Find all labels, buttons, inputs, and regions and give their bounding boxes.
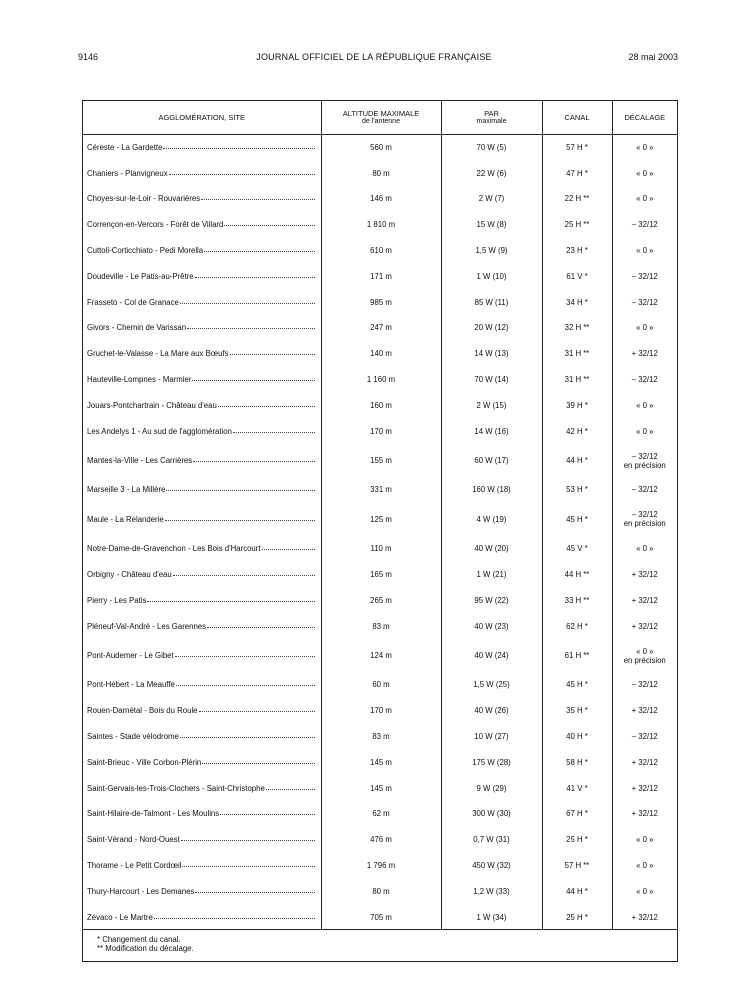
- cell-site: Chaniers - Planvigneux: [83, 160, 321, 186]
- journal-title: JOURNAL OFFICIEL DE LA RÉPUBLIQUE FRANÇAISE: [256, 52, 492, 62]
- cell-canal: 33 H **: [542, 587, 612, 613]
- cell-site: Corrençon-en-Vercors - Forêt de Villard: [83, 212, 321, 238]
- cell-site: Zévaco - Le Martre: [83, 904, 321, 930]
- decalage-note: en précision: [623, 460, 666, 470]
- cell-site: Saint-Brieuc - Ville Corbon-Plérin: [83, 749, 321, 775]
- cell-par: 300 W (30): [441, 801, 542, 827]
- cell-altitude: 171 m: [321, 263, 441, 289]
- cell-par: 1 W (10): [441, 263, 542, 289]
- cell-altitude: 110 m: [321, 536, 441, 562]
- footnotes: [97, 935, 194, 953]
- cell-altitude: 1 810 m: [321, 212, 441, 238]
- footnote-single: * Changement du canal.: [97, 935, 181, 944]
- cell-altitude: 160 m: [321, 392, 441, 418]
- cell-par: 15 W (8): [441, 212, 542, 238]
- cell-par: 95 W (22): [441, 587, 542, 613]
- col-header-par: PAR maximale: [441, 101, 542, 135]
- page-number: 9146: [78, 52, 99, 62]
- page-header: [0, 52, 748, 66]
- cell-site: Mantes-la-Ville - Les Carrières: [83, 444, 321, 477]
- cell-site: Saint-Hilaire-de-Talmont - Les Moulins: [83, 801, 321, 827]
- table-row: [83, 904, 677, 930]
- cell-altitude: 985 m: [321, 289, 441, 315]
- cell-decalage: + 32/12: [631, 621, 658, 631]
- cell-par: 1 W (34): [441, 904, 542, 930]
- cell-canal: 67 H *: [542, 801, 612, 827]
- cell-site: Céreste - La Gardette: [83, 135, 321, 161]
- cell-canal: 40 H *: [542, 724, 612, 750]
- cell-decalage: « 0 »: [636, 426, 654, 436]
- cell-decalage: – 32/12: [631, 271, 658, 281]
- table-row: [83, 749, 677, 775]
- cell-par: 70 W (14): [441, 367, 542, 393]
- cell-canal: 31 H **: [542, 341, 612, 367]
- frequency-table: [83, 101, 677, 930]
- cell-par: 4 W (19): [441, 503, 542, 536]
- table-row: [83, 878, 677, 904]
- cell-par: 10 W (27): [441, 724, 542, 750]
- cell-decalage: « 0 »: [636, 835, 654, 845]
- footnote-separator: [83, 929, 677, 930]
- cell-canal: 25 H **: [542, 212, 612, 238]
- cell-altitude: 83 m: [321, 613, 441, 639]
- cell-site: Gruchet-le-Valasse - La Mare aux Bœufs: [83, 341, 321, 367]
- col-header-canal: CANAL: [542, 101, 612, 135]
- cell-altitude: 476 m: [321, 827, 441, 853]
- cell-altitude: 705 m: [321, 904, 441, 930]
- cell-altitude: 1 160 m: [321, 367, 441, 393]
- cell-site: Maule - La Relanderie: [83, 503, 321, 536]
- table-row: [83, 477, 677, 503]
- cell-site: Rouen-Darnétal - Bois du Roule: [83, 698, 321, 724]
- cell-canal: 45 H *: [542, 503, 612, 536]
- table-row: [83, 238, 677, 264]
- cell-altitude: 145 m: [321, 775, 441, 801]
- cell-decalage: « 0 »: [636, 886, 654, 896]
- cell-altitude: 60 m: [321, 672, 441, 698]
- cell-altitude: 80 m: [321, 160, 441, 186]
- footnote-double: ** Modification du décalage.: [97, 944, 194, 953]
- cell-par: 1,2 W (33): [441, 878, 542, 904]
- table-row: [83, 135, 677, 161]
- cell-altitude: 146 m: [321, 186, 441, 212]
- cell-decalage: – 32/12: [631, 732, 658, 742]
- table-row: [83, 212, 677, 238]
- table-row: [83, 853, 677, 879]
- cell-canal: 45 V *: [542, 536, 612, 562]
- cell-par: 450 W (32): [441, 853, 542, 879]
- cell-altitude: 80 m: [321, 878, 441, 904]
- cell-decalage: « 0 »: [636, 400, 654, 410]
- cell-site: Frasseto - Col de Granace: [83, 289, 321, 315]
- cell-par: 40 W (23): [441, 613, 542, 639]
- cell-altitude: 165 m: [321, 562, 441, 588]
- cell-canal: 32 H **: [542, 315, 612, 341]
- table-row: [83, 503, 677, 536]
- cell-decalage: « 0 »: [636, 246, 654, 256]
- cell-canal: 22 H **: [542, 186, 612, 212]
- cell-par: 40 W (24): [441, 639, 542, 672]
- cell-canal: 25 H *: [542, 827, 612, 853]
- cell-par: 40 W (26): [441, 698, 542, 724]
- cell-par: 85 W (11): [441, 289, 542, 315]
- table-row: [83, 186, 677, 212]
- cell-canal: 62 H *: [542, 613, 612, 639]
- table-row: [83, 562, 677, 588]
- cell-decalage: « 0 »: [636, 861, 654, 871]
- cell-par: 14 W (16): [441, 418, 542, 444]
- table-row: [83, 160, 677, 186]
- table-row: [83, 827, 677, 853]
- col-header-altitude: ALTITUDE MAXIMALE de l'antenne: [321, 101, 441, 135]
- cell-site: Doudeville - Le Patis-au-Prêtre: [83, 263, 321, 289]
- cell-canal: 45 H *: [542, 672, 612, 698]
- cell-site: Thury-Harcourt - Les Demanes: [83, 878, 321, 904]
- table-row: [83, 775, 677, 801]
- cell-decalage: + 32/12: [631, 570, 658, 580]
- table-row: [83, 341, 677, 367]
- cell-canal: 25 H *: [542, 904, 612, 930]
- cell-decalage: – 32/12 en précision: [612, 503, 677, 536]
- cell-canal: 41 V *: [542, 775, 612, 801]
- cell-canal: 23 H *: [542, 238, 612, 264]
- cell-altitude: 170 m: [321, 698, 441, 724]
- cell-site: Pierry - Les Patis: [83, 587, 321, 613]
- cell-par: 20 W (12): [441, 315, 542, 341]
- cell-par: 40 W (20): [441, 536, 542, 562]
- cell-site: Hauteville-Lompnes - Marmier: [83, 367, 321, 393]
- cell-altitude: 1 796 m: [321, 853, 441, 879]
- cell-par: 1,5 W (25): [441, 672, 542, 698]
- cell-canal: 57 H **: [542, 853, 612, 879]
- cell-decalage: + 32/12: [631, 912, 658, 922]
- cell-decalage: – 32/12: [631, 375, 658, 385]
- cell-canal: 39 H *: [542, 392, 612, 418]
- table-row: [83, 392, 677, 418]
- cell-altitude: 125 m: [321, 503, 441, 536]
- cell-decalage: – 32/12: [631, 485, 658, 495]
- cell-site: Pont-Hébert - La Meauffe: [83, 672, 321, 698]
- cell-decalage: – 32/12: [631, 297, 658, 307]
- cell-canal: 61 V *: [542, 263, 612, 289]
- cell-canal: 58 H *: [542, 749, 612, 775]
- col-header-decalage: DÉCALAGE: [612, 101, 677, 135]
- cell-site: Jouars-Pontchartrain - Château d'eau: [83, 392, 321, 418]
- table-row: [83, 639, 677, 672]
- table-row: [83, 724, 677, 750]
- cell-altitude: 145 m: [321, 749, 441, 775]
- cell-site: Saintes - Stade vélodrome: [83, 724, 321, 750]
- table-row: [83, 263, 677, 289]
- cell-site: Givors - Chemin de Varissan: [83, 315, 321, 341]
- table-row: [83, 367, 677, 393]
- cell-site: Cuttoli-Corticchiato - Pedi Morella: [83, 238, 321, 264]
- cell-canal: 44 H *: [542, 444, 612, 477]
- cell-par: 0,7 W (31): [441, 827, 542, 853]
- cell-site: Saint-Vérand - Nord-Ouest: [83, 827, 321, 853]
- table-row: [83, 315, 677, 341]
- cell-canal: 35 H *: [542, 698, 612, 724]
- cell-decalage: « 0 »: [636, 544, 654, 554]
- cell-site: Notre-Dame-de-Gravenchon - Les Bois d'Harcourt: [83, 536, 321, 562]
- cell-par: 2 W (7): [441, 186, 542, 212]
- cell-site: Orbigny - Château d'eau: [83, 562, 321, 588]
- cell-decalage: + 32/12: [631, 595, 658, 605]
- cell-decalage: + 32/12: [631, 349, 658, 359]
- table-body: [83, 135, 677, 931]
- cell-canal: 44 H *: [542, 878, 612, 904]
- cell-altitude: 247 m: [321, 315, 441, 341]
- publication-date: 28 mai 2003: [628, 52, 678, 62]
- cell-par: 2 W (15): [441, 392, 542, 418]
- table-row: [83, 672, 677, 698]
- cell-altitude: 62 m: [321, 801, 441, 827]
- table-row: [83, 418, 677, 444]
- cell-canal: 42 H *: [542, 418, 612, 444]
- cell-altitude: 331 m: [321, 477, 441, 503]
- cell-site: Choyes-sur-le-Loir - Rouvarières: [83, 186, 321, 212]
- table-row: [83, 698, 677, 724]
- table-row: [83, 587, 677, 613]
- cell-decalage: + 32/12: [631, 783, 658, 793]
- cell-site: Marseille 3 - La Millère: [83, 477, 321, 503]
- cell-decalage: « 0 »: [636, 323, 654, 333]
- cell-canal: 47 H *: [542, 160, 612, 186]
- cell-canal: 34 H *: [542, 289, 612, 315]
- frequency-table-frame: [82, 100, 678, 962]
- cell-par: 22 W (6): [441, 160, 542, 186]
- cell-decalage: + 32/12: [631, 757, 658, 767]
- cell-decalage: « 0 » en précision: [612, 639, 677, 672]
- cell-par: 1,5 W (9): [441, 238, 542, 264]
- cell-par: 160 W (18): [441, 477, 542, 503]
- cell-par: 70 W (5): [441, 135, 542, 161]
- cell-site: Pont-Audemer - Le Gibet: [83, 639, 321, 672]
- cell-altitude: 265 m: [321, 587, 441, 613]
- table-row: [83, 613, 677, 639]
- cell-decalage: « 0 »: [636, 143, 654, 153]
- cell-decalage: – 32/12 en précision: [612, 444, 677, 477]
- cell-site: Thorame - Le Petit Cordœil: [83, 853, 321, 879]
- cell-decalage: « 0 »: [636, 194, 654, 204]
- table-row: [83, 444, 677, 477]
- cell-par: 1 W (21): [441, 562, 542, 588]
- table-row: [83, 289, 677, 315]
- cell-par: 9 W (29): [441, 775, 542, 801]
- cell-altitude: 140 m: [321, 341, 441, 367]
- cell-canal: 31 H **: [542, 367, 612, 393]
- cell-altitude: 560 m: [321, 135, 441, 161]
- cell-canal: 61 H **: [542, 639, 612, 672]
- cell-decalage: « 0 »: [636, 168, 654, 178]
- col-header-site: AGGLOMÉRATION, SITE: [83, 101, 321, 135]
- cell-altitude: 83 m: [321, 724, 441, 750]
- table-row: [83, 801, 677, 827]
- cell-par: 14 W (13): [441, 341, 542, 367]
- cell-canal: 53 H *: [542, 477, 612, 503]
- cell-altitude: 155 m: [321, 444, 441, 477]
- cell-canal: 44 H **: [542, 562, 612, 588]
- decalage-note: en précision: [623, 519, 666, 529]
- cell-canal: 57 H *: [542, 135, 612, 161]
- table-header-row: [83, 101, 677, 135]
- cell-site: Pléneuf-Val-André - Les Garennes: [83, 613, 321, 639]
- decalage-note: en précision: [623, 655, 666, 665]
- table-row: [83, 536, 677, 562]
- cell-decalage: – 32/12: [631, 220, 658, 230]
- cell-decalage: + 32/12: [631, 706, 658, 716]
- cell-decalage: – 32/12: [631, 680, 658, 690]
- cell-altitude: 610 m: [321, 238, 441, 264]
- cell-altitude: 170 m: [321, 418, 441, 444]
- cell-par: 175 W (28): [441, 749, 542, 775]
- cell-site: Saint-Gervais-les-Trois-Clochers - Saint-Christophe: [83, 775, 321, 801]
- cell-decalage: + 32/12: [631, 809, 658, 819]
- cell-altitude: 124 m: [321, 639, 441, 672]
- cell-par: 60 W (17): [441, 444, 542, 477]
- cell-site: Les Andelys 1 - Au sud de l'agglomération: [83, 418, 321, 444]
